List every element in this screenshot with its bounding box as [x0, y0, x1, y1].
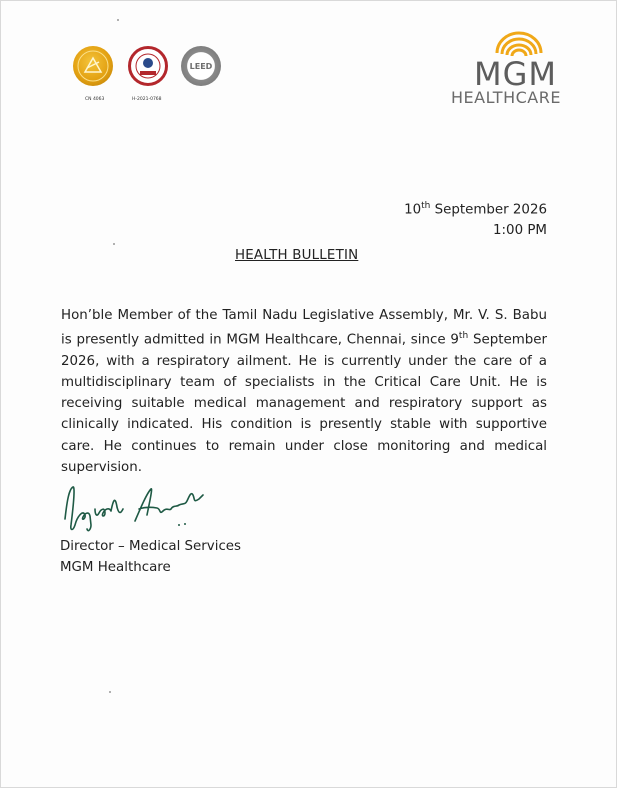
- logo-wordmark: MGM: [474, 55, 558, 93]
- mgm-healthcare-logo: [450, 27, 580, 109]
- bulletin-title: HEALTH BULLETIN: [235, 248, 359, 263]
- handwritten-signature: [61, 481, 211, 539]
- badge2-code: H-2021-0768: [132, 97, 162, 102]
- bulletin-time: 1:00 PM: [493, 223, 547, 239]
- svg-text:LEED: LEED: [189, 62, 213, 71]
- signatory-block: [60, 536, 241, 578]
- signatory-designation: Director – Medical Services: [60, 539, 242, 554]
- paper-speck: [117, 19, 119, 21]
- bulletin-body: Hon’ble Member of the Tamil Nadu Legislative Assembly, Mr. V. S. Babu is presently admitted in MGM Healthcare, Chennai, since 9th September 2026, with a respiratory ailment. He is currently under the care of a multidisciplinary team of specialists in the Critical Care Unit. He is receiving suitable medical management and respiratory support as clinically indicated. His condition is presently stable with supportive care. He continues to remain under close monitoring and medical supervision.: [61, 308, 547, 475]
- date-block: [404, 196, 547, 241]
- leed-certification-seal: [181, 46, 221, 86]
- bulletin-date: 10th September 2026: [404, 201, 547, 218]
- paper-speck: [109, 691, 111, 693]
- badge1-code: CN 4063: [85, 97, 105, 102]
- logo-subtext: HEALTHCARE: [451, 88, 561, 107]
- signatory-organisation: MGM Healthcare: [60, 560, 171, 575]
- nabh-accreditation-seal: [128, 46, 168, 86]
- jci-accreditation-seal: [73, 46, 113, 86]
- paper-speck: [113, 243, 115, 245]
- certification-badges: [73, 46, 223, 106]
